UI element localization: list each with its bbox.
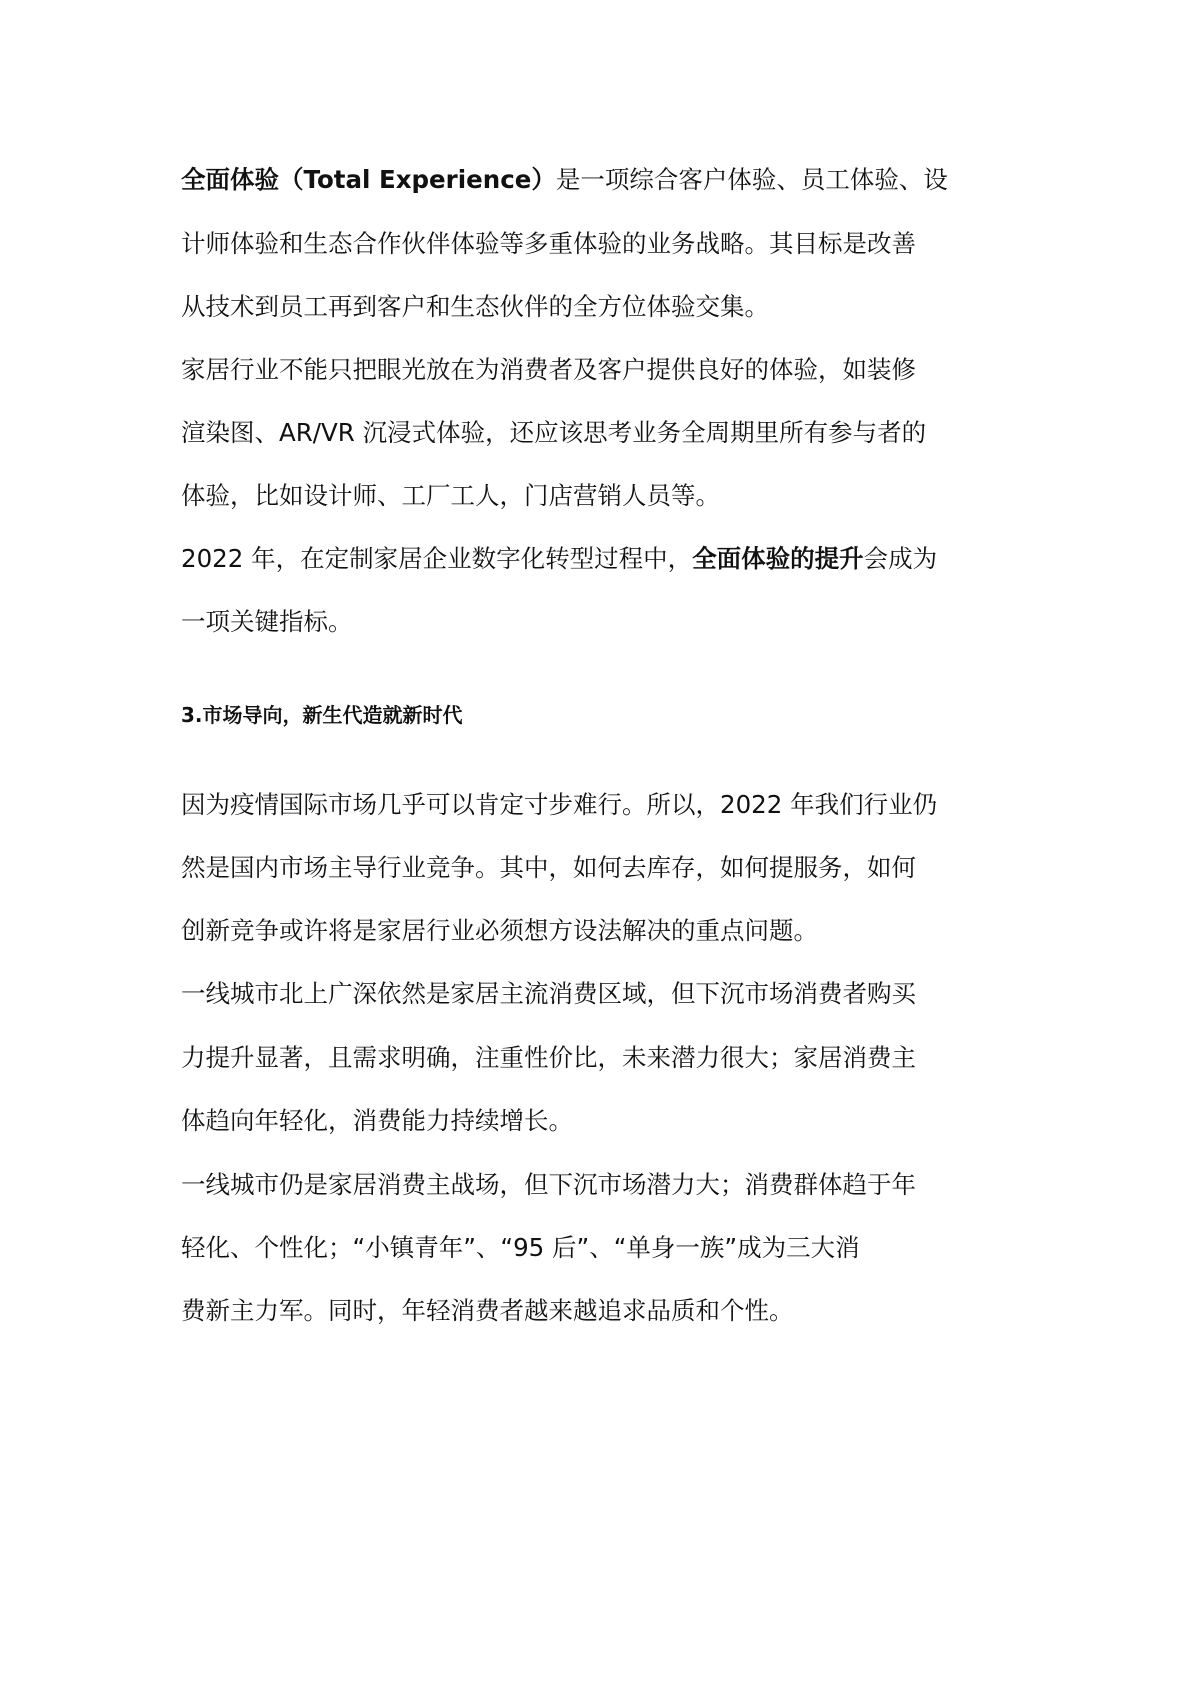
paragraph-line: 计师体验和生态合作伙伴体验等多重体验的业务战略。其目标是改善 <box>181 229 916 258</box>
paragraph-line: 轻化、个性化；“小镇青年”、“95 后”、“单身一族”成为三大消 <box>181 1233 860 1262</box>
paragraph-line: 创新竞争或许将是家居行业必须想方设法解决的重点问题。 <box>181 916 818 945</box>
paragraph-line: 一线城市北上广深依然是家居主流消费区域，但下沉市场消费者购买 <box>181 979 916 1008</box>
paragraph-line <box>181 543 937 575</box>
text: 会成为 <box>863 544 938 573</box>
paragraph-line: 因为疫情国际市场几乎可以肯定寸步难行。所以，2022 年我们行业仍 <box>181 790 938 819</box>
text: 2022 年，在定制家居企业数字化转型过程中， <box>181 544 693 573</box>
text: 是一项综合客户体验、员工体验、设 <box>555 165 948 194</box>
bold-phrase: 全面体验的提升 <box>692 544 864 573</box>
section-heading: 3.市场导向，新生代造就新时代 <box>181 703 463 727</box>
paragraph-line: 体趋向年轻化，消费能力持续增长。 <box>181 1106 573 1135</box>
paragraph-line: 渲染图、AR/VR 沉浸式体验，还应该思考业务全周期里所有参与者的 <box>181 418 927 447</box>
paragraph-line: 从技术到员工再到客户和生态伙伴的全方位体验交集。 <box>181 292 769 321</box>
paragraph-line <box>181 164 948 196</box>
paragraph-line: 家居行业不能只把眼光放在为消费者及客户提供良好的体验，如装修 <box>181 355 916 384</box>
paragraph-line: 然是国内市场主导行业竞争。其中，如何去库存，如何提服务，如何 <box>181 853 916 882</box>
bold-term: 全面体验（Total Experience） <box>181 165 556 194</box>
paragraph-line: 费新主力军。同时，年轻消费者越来越追求品质和个性。 <box>181 1296 794 1325</box>
paragraph-line: 一项关键指标。 <box>181 607 353 636</box>
paragraph-line: 一线城市仍是家居消费主战场，但下沉市场潜力大；消费群体趋于年 <box>181 1170 916 1199</box>
paragraph-line: 体验，比如设计师、工厂工人，门店营销人员等。 <box>181 481 720 510</box>
paragraph-line: 力提升显著，且需求明确，注重性价比，未来潜力很大；家居消费主 <box>181 1043 916 1072</box>
